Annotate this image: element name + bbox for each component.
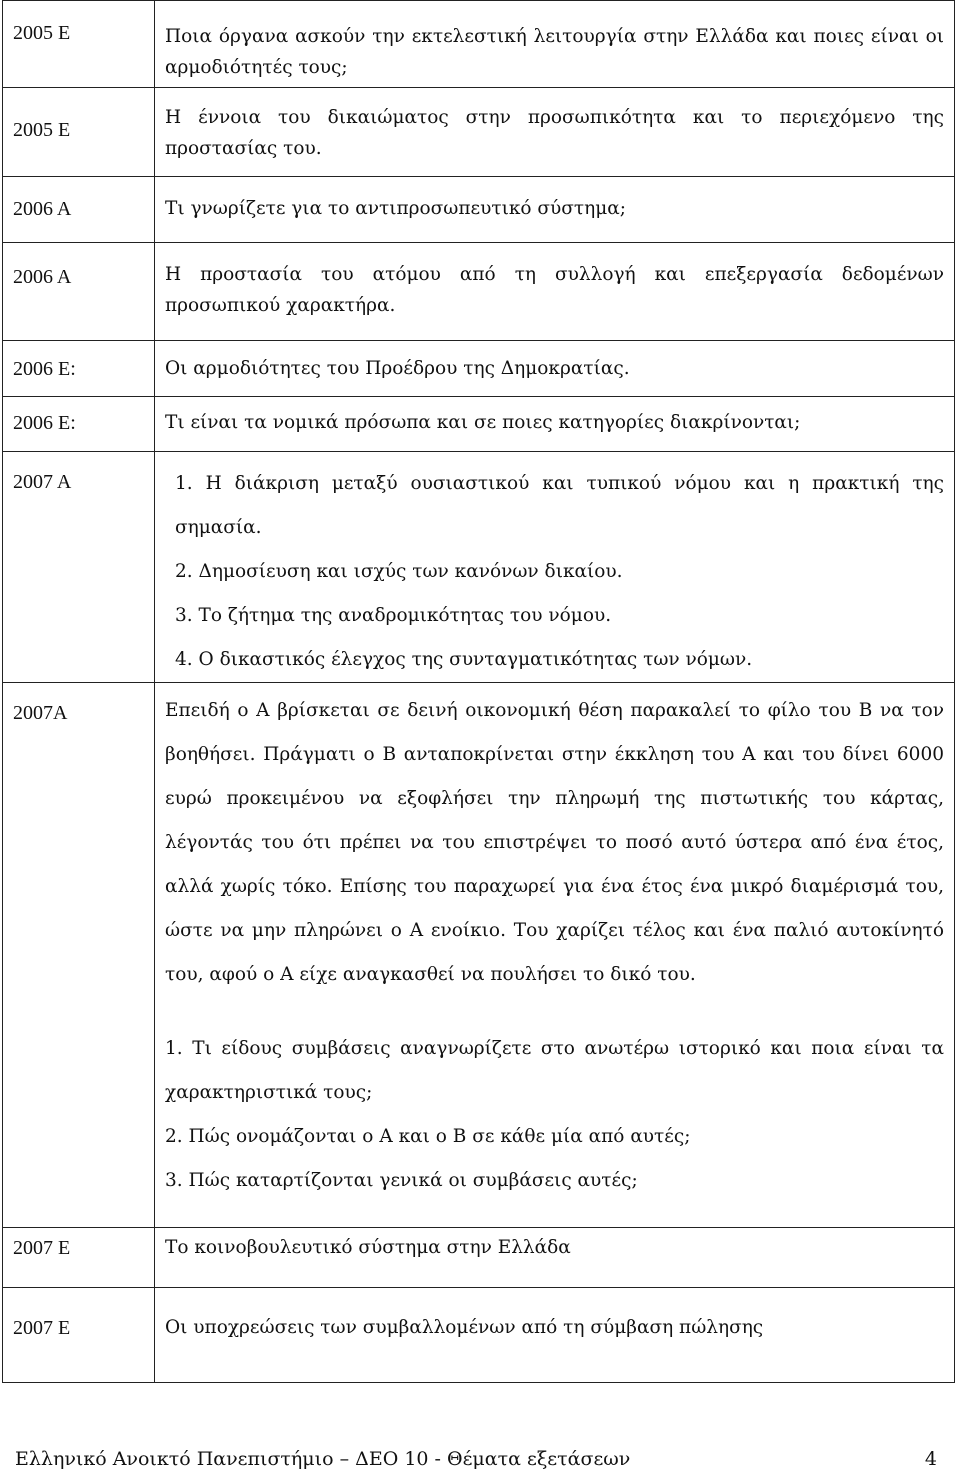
question-item: 4. Ο δικαστικός έλεγχος της συνταγματικότητας των νόμων. <box>175 649 753 670</box>
topic-text: Τι είναι τα νομικά πρόσωπα και σε ποιες κατηγορίες διακρίνονται; <box>165 412 801 433</box>
topic-cell <box>155 1288 955 1383</box>
numbered-questions <box>165 997 944 1203</box>
year-cell <box>3 1 155 88</box>
year-cell <box>3 452 155 683</box>
table-row <box>3 683 955 1228</box>
year-label: 2006 Α <box>13 198 72 220</box>
topic-cell <box>155 243 955 341</box>
topic-text: Το κοινοβουλευτικό σύστημα στην Ελλάδα <box>165 1237 571 1258</box>
table-row <box>3 177 955 243</box>
table-row <box>3 397 955 452</box>
topic-text: Τι γνωρίζετε για το αντιπροσωπευτικό σύστημα; <box>165 198 626 219</box>
year-label: 2007Α <box>13 702 68 724</box>
year-cell <box>3 177 155 243</box>
exam-topics-table <box>2 0 955 1383</box>
case-paragraph: Επειδή ο Α βρίσκεται σε δεινή οικονομική θέση παρακαλεί το φίλο του Β να τον βοηθήσει. Πράγματι ο Β ανταποκρίνεται στην έκκληση του Α και του δίνει 6000 ευρώ προκειμένου να εξοφλήσει την πληρωμή της πιστωτικής του κάρτας, λέγοντάς του ότι πρέπει να του επιστρέψει το ποσό αυτό ύστερα από ένα έτος, αλλά χωρίς τόκο. Επίσης του παραχωρεί για ένα έτος ένα μικρό διαμέρισμά του, ώστε να μην πληρώνει ο Α ενοίκιο. Του χαρίζει τέλος και ένα παλιό αυτοκίνητό του, αφού ο Α είχε αναγκασθεί να πουλήσει το δικό του. <box>165 700 944 985</box>
year-cell <box>3 397 155 452</box>
year-label: 2006 Ε: <box>13 358 76 380</box>
table-row <box>3 1288 955 1383</box>
topic-text: Η έννοια του δικαιώματος στην προσωπικότητα και το περιεχόμενο της προστασίας του. <box>165 107 944 159</box>
question-item: 3. Το ζήτημα της αναδρομικότητας του νόμου. <box>175 605 612 626</box>
year-label: 2007 Ε <box>13 1317 71 1339</box>
question-item: 1. Τι είδους συμβάσεις αναγνωρίζετε στο ανωτέρω ιστορικό και ποια είναι τα χαρακτηριστικά τους; <box>165 1038 944 1103</box>
topic-text: Οι υποχρεώσεις των συμβαλλομένων από τη σύμβαση πώλησης <box>165 1317 764 1338</box>
year-label: 2005 Ε <box>13 22 71 44</box>
year-cell <box>3 341 155 397</box>
topic-cell <box>155 452 955 683</box>
topic-cell <box>155 1 955 88</box>
topic-cell <box>155 397 955 452</box>
table-row <box>3 1228 955 1288</box>
topic-text: Η προστασία του ατόμου από τη συλλογή και επεξεργασία δεδομένων προσωπικού χαρακτήρα. <box>165 264 944 316</box>
question-item: 2. Δημοσίευση και ισχύς των κανόνων δικαίου. <box>175 561 623 582</box>
numbered-questions <box>165 452 944 682</box>
year-label: 2006 Α <box>13 266 72 288</box>
question-item: 1. Η διάκριση μεταξύ ουσιαστικού και τυπικού νόμου και η πρακτική της σημασία. <box>175 473 944 538</box>
topic-cell <box>155 683 955 1228</box>
table-row <box>3 341 955 397</box>
topic-cell <box>155 341 955 397</box>
footer-title: Ελληνικό Ανοικτό Πανεπιστήμιο – ΔΕΟ 10 - Θέματα εξετάσεων <box>15 1448 631 1470</box>
table-row <box>3 243 955 341</box>
topic-cell <box>155 1228 955 1288</box>
table-row <box>3 88 955 177</box>
year-cell <box>3 1288 155 1383</box>
question-item: 2. Πώς ονομάζονται ο Α και ο Β σε κάθε μία από αυτές; <box>165 1126 691 1147</box>
topic-cell <box>155 177 955 243</box>
topic-text: Ποια όργανα ασκούν την εκτελεστική λειτουργία στην Ελλάδα και ποιες είναι οι αρμοδιότητές τους; <box>165 26 944 78</box>
year-label: 2007 Α <box>13 471 72 493</box>
year-label: 2006 Ε: <box>13 412 76 434</box>
question-item: 3. Πώς καταρτίζονται γενικά οι συμβάσεις αυτές; <box>165 1170 638 1191</box>
table-row <box>3 452 955 683</box>
year-cell <box>3 683 155 1228</box>
year-label: 2005 Ε <box>13 119 71 141</box>
year-label: 2007 Ε <box>13 1237 71 1259</box>
topic-text: Οι αρμοδιότητες του Προέδρου της Δημοκρατίας. <box>165 358 630 379</box>
page-number: 4 <box>924 1448 937 1470</box>
table-row <box>3 1 955 88</box>
year-cell <box>3 88 155 177</box>
topic-cell <box>155 88 955 177</box>
year-cell <box>3 1228 155 1288</box>
year-cell <box>3 243 155 341</box>
